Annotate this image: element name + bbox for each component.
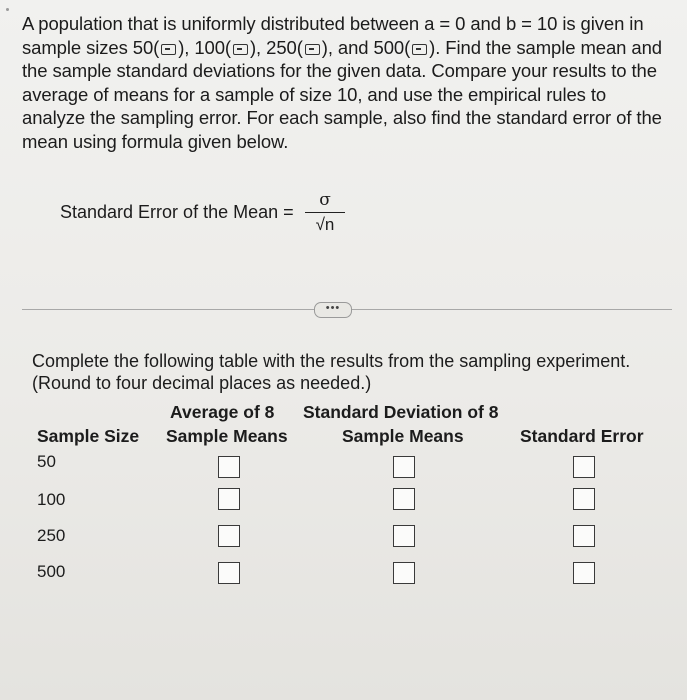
row-label-sample-size: 50 [37, 452, 56, 471]
fraction-bar [305, 212, 345, 213]
data-table-icon[interactable] [305, 44, 320, 55]
question-part-2: ), 100( [178, 36, 231, 58]
question-part-5: ). Find the sample mean and the sample standard deviations for the given data. Compare your results to the average of means for a sample of size 10, and use the empirical rules to analyze the sampling error. For each sample, also find the standard error of the mean using formula given below. [22, 36, 662, 152]
data-table-icon[interactable] [161, 44, 176, 55]
formula-fraction [305, 190, 345, 235]
stderr-input-50[interactable] [573, 456, 595, 478]
stddev-input-50[interactable] [393, 456, 415, 478]
data-table-icon[interactable] [412, 44, 427, 55]
header-stddev-top: Standard Deviation of 8 [303, 402, 499, 422]
average-input-250[interactable] [218, 525, 240, 547]
question-part-4: ), and 500( [321, 36, 411, 58]
stddev-input-500[interactable] [393, 562, 415, 584]
row-label-sample-size: 500 [37, 562, 66, 581]
stderr-input-250[interactable] [573, 525, 595, 547]
stderr-input-100[interactable] [573, 488, 595, 510]
question-text [22, 12, 672, 153]
formula-label: Standard Error of the Mean = [60, 202, 294, 222]
header-average-bottom: Sample Means [166, 426, 288, 446]
data-table-icon[interactable] [233, 44, 248, 55]
corner-dot [6, 8, 9, 11]
question-part-3: ), 250( [250, 36, 303, 58]
formula-numerator: σ [319, 190, 331, 210]
question-part-1: A population that is uniformly distributed between a = 0 and b = 10 is given in sample sizes 50( [22, 13, 644, 58]
row-label-sample-size: 100 [37, 490, 66, 509]
instructions [32, 350, 662, 394]
header-average-top: Average of 8 [170, 402, 275, 422]
average-input-500[interactable] [218, 562, 240, 584]
header-sample-size: Sample Size [37, 426, 140, 446]
header-standard-error: Standard Error [520, 426, 644, 446]
row-label-sample-size: 250 [37, 526, 66, 545]
average-input-100[interactable] [218, 488, 240, 510]
formula-denominator: √n [315, 215, 335, 234]
stddev-input-100[interactable] [393, 488, 415, 510]
expand-more-button[interactable]: ••• [314, 302, 352, 318]
instructions-line-1: Complete the following table with the results from the sampling experiment. [32, 351, 631, 371]
stderr-input-500[interactable] [573, 562, 595, 584]
instructions-line-2: (Round to four decimal places as needed.) [32, 373, 372, 393]
average-input-50[interactable] [218, 456, 240, 478]
stddev-input-250[interactable] [393, 525, 415, 547]
header-stddev-bottom: Sample Means [342, 426, 464, 446]
